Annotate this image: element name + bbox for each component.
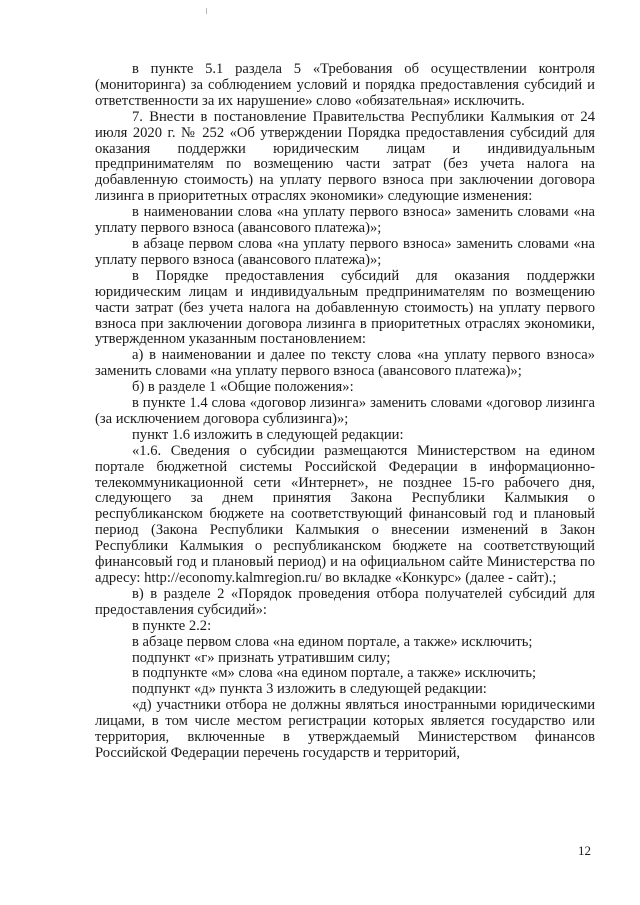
paragraph: в) в разделе 2 «Порядок проведения отбора получателей субсидий для предоставления субсидий»: [95,585,595,618]
paragraph: в абзаце первом слова «на уплату первого взноса» заменить словами «на уплату первого взноса (авансового платежа)»; [95,235,595,268]
paragraph: пункт 1.6 изложить в следующей редакции: [132,426,404,443]
paragraph: подпункт «г» признать утратившим силу; [132,649,391,666]
paragraph: в Порядке предоставления субсидий для оказания поддержки юридическим лицам и индивидуальным предпринимателям по возмещению части затрат (без учета налога на добавленную стоимость) на уплату первого взноса при заключении договора лизинга в приоритетных отраслях экономики, утвержденном указанным постановлением: [95,267,595,348]
page-number: 12 [578,843,591,858]
paragraph: в пункте 2.2: [132,617,212,634]
paragraph: б) в разделе 1 «Общие положения»: [132,379,354,396]
paragraph: подпункт «д» пункта 3 изложить в следующей редакции: [132,681,487,698]
document-body [95,62,595,762]
paragraph: 7. Внести в постановление Правительства Республики Калмыкия от 24 июля 2020 г. № 252 «Об утверждении Порядка предоставления субсидий для оказания поддержки юридическим лицам и индивидуальным предпринимателям по возмещению части затрат (без учета налога на добавленную стоимость) на уплату первого взноса при заключении договора лизинга в приоритетных отраслях экономики» следующие изменения: [95,108,595,205]
paragraph: в пункте 1.4 слова «договор лизинга» заменить словами «договор лизинга (за исключением договора сублизинга)»; [95,395,595,427]
paragraph: в пункте 5.1 раздела 5 «Требования об осуществлении контроля (мониторинга) за соблюдением условий и порядка предоставления субсидий и ответственности за их нарушение» слово «обязательная» исключить. [95,61,595,109]
paragraph: «д) участники отбора не должны являться иностранными юридическими лицами, в том числе местом регистрации которых является государство или территория, включенные в утверждаемый Министерством финансов Российской Федерации перечень государств и территорий, [95,697,595,761]
paragraph: в наименовании слова «на уплату первого взноса» заменить словами «на уплату первого взноса (авансового платежа)»; [95,204,595,237]
paragraph: а) в наименовании и далее по тексту слова «на уплату первого взноса» заменить словами «на уплату первого взноса (авансового платежа)»; [95,347,595,380]
paragraph: в абзаце первом слова «на едином портале, а также» исключить; [132,633,533,650]
paragraph: «1.6. Сведения о субсидии размещаются Министерством на едином портале бюджетной системы Российской Федерации в информационно-телекоммуникационной сети «Интернет», не позднее 15-го рабочего дня, следующего за днем принятия Закона Республики Калмыкия о республиканском бюджете на соответствующий финансовый год и плановый период (Закона Республики Калмыкия о внесении изменений в Закон Республики Калмыкия о республиканском бюджете на соответствующий финансовый год и плановый период) и на официальном сайте Министерства по адресу: http://economy.kalmregion.ru/ во вкладке «Конкурс» (далее - сайт).; [95,442,595,586]
paragraph: в подпункте «м» слова «на едином портале, а также» исключить; [132,665,537,682]
scan-mark [206,8,207,14]
